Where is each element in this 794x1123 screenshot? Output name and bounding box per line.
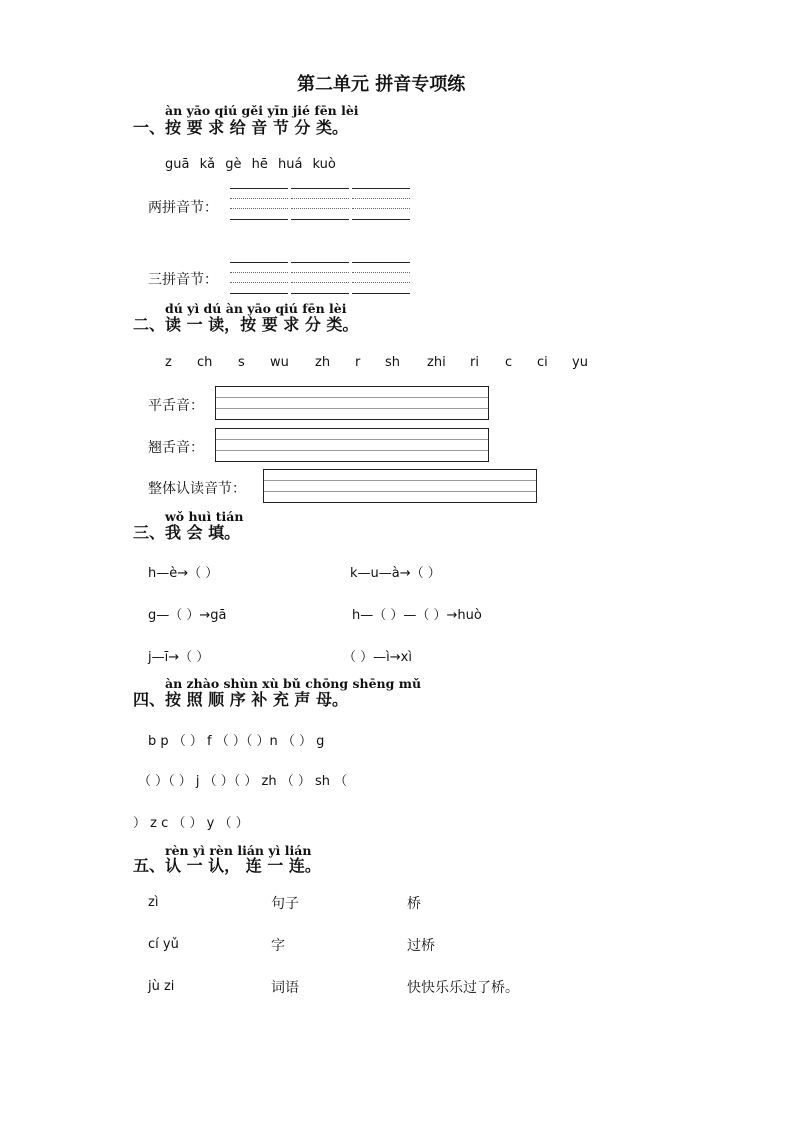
item-c: c [505, 355, 513, 370]
section-3-heading: 三、我 会 填。 [133, 523, 241, 542]
match-word-2[interactable]: 字 [271, 938, 285, 954]
whole-syllable-answer-box[interactable] [263, 469, 537, 503]
two-syllable-label: 两拼音节： [148, 200, 218, 216]
initials-line-1: b p （ ） f （ ）（ ）n （ ） g [148, 734, 325, 749]
section-5-pinyin: rèn yì rèn lián yì lián [165, 843, 312, 858]
item-ri: ri [470, 355, 479, 370]
item-zh: zh [315, 355, 331, 370]
section-2-pinyin: dú yì dú àn yāo qiú fēn lèi [165, 301, 347, 316]
fill-row-2-left: g—（ ）→gā [148, 608, 227, 623]
curled-tongue-answer-box[interactable] [215, 428, 489, 462]
match-pinyin-3[interactable]: jù zi [148, 979, 175, 994]
section-5-heading: 五、认 一 认， 连 一 连。 [133, 856, 321, 875]
item-sh: sh [385, 355, 401, 370]
curled-tongue-label: 翘舌音： [148, 440, 204, 456]
writing-line[interactable] [291, 188, 349, 220]
section-4-heading: 四、按 照 顺 序 补 充 声 母。 [133, 690, 348, 709]
section-1-pinyin: àn yāo qiú gěi yīn jié fēn lèi [165, 103, 359, 118]
flat-tongue-answer-box[interactable] [215, 386, 489, 420]
three-syllable-label: 三拼音节： [148, 272, 218, 288]
section-3-pinyin: wǒ huì tián [165, 509, 244, 524]
item-ci: ci [537, 355, 548, 370]
section-2-heading: 二、读 一 读，按 要 求 分 类。 [133, 315, 359, 334]
match-word-1[interactable]: 句子 [271, 896, 299, 912]
flat-tongue-label: 平舌音： [148, 398, 204, 414]
match-phrase-3[interactable]: 快快乐乐过了桥。 [407, 980, 519, 996]
writing-line[interactable] [352, 262, 410, 294]
item-z: z [165, 355, 172, 370]
item-ch: ch [197, 355, 213, 370]
section-4-pinyin: àn zhào shùn xù bǔ chōng shēng mǔ [165, 676, 422, 691]
writing-line[interactable] [352, 188, 410, 220]
fill-row-2-right: h—（ ）—（ ）→huò [352, 608, 482, 623]
whole-syllable-label: 整体认读音节： [148, 481, 246, 497]
section-1-syllables: guā kǎ gè hē huá kuò [165, 157, 336, 172]
fill-row-3-right: （ ）—ì→xì [343, 650, 412, 665]
match-pinyin-1[interactable]: zì [148, 895, 159, 910]
initials-line-3: ） z c （ ） y （ ） [133, 816, 249, 831]
match-pinyin-2[interactable]: cí yǔ [148, 937, 179, 952]
item-wu: wu [270, 355, 289, 370]
section-1-heading: 一、按 要 求 给 音 节 分 类。 [133, 118, 348, 137]
match-word-3[interactable]: 词语 [271, 980, 299, 996]
fill-row-3-left: j—ī→（ ） [148, 650, 210, 665]
item-s: s [238, 355, 245, 370]
item-r: r [355, 355, 361, 370]
initials-line-2: （ ）（ ） j （ ）（ ） zh （ ） sh （ [138, 774, 348, 789]
match-phrase-1[interactable]: 桥 [407, 896, 421, 912]
item-yu: yu [572, 355, 588, 370]
fill-row-1-left: h—è→（ ） [148, 566, 219, 581]
item-zhi: zhi [427, 355, 446, 370]
writing-line[interactable] [230, 262, 288, 294]
fill-row-1-right: k—u—à→（ ） [350, 566, 441, 581]
page-title: 第二单元 拼音专项练 [297, 74, 466, 95]
match-phrase-2[interactable]: 过桥 [407, 938, 435, 954]
writing-line[interactable] [230, 188, 288, 220]
writing-line[interactable] [291, 262, 349, 294]
